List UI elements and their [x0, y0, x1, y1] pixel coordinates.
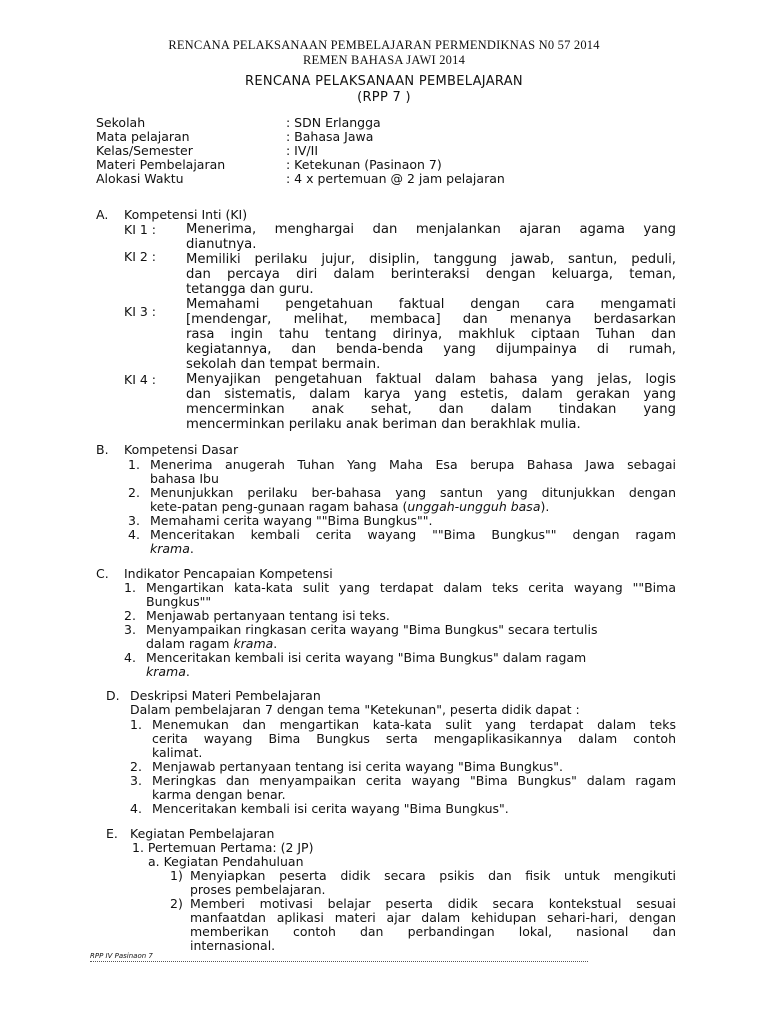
section-letter: A.: [96, 207, 109, 222]
list-text: krama.: [150, 541, 194, 556]
list-text: proses pembelajaran.: [190, 882, 326, 897]
identity-value: : Bahasa Jawa: [286, 129, 374, 144]
list-text: Meringkas dan menyampaikan cerita wayang "Bima Bungkus" dalam ragam: [152, 773, 676, 788]
list-text: memberikan contoh dan perbandingan lokal, nasional dan: [190, 924, 676, 939]
identity-label: Mata pelajaran: [96, 129, 190, 144]
list-number: 1.: [128, 457, 140, 472]
list-text: manfaatdan aplikasi materi ajar dalam kehidupan sehari-hari, dengan: [190, 910, 676, 925]
ki-text: Memiliki perilaku jujur, disiplin, tanggung jawab, santun, peduli,: [186, 252, 676, 267]
section-letter: C.: [96, 566, 109, 581]
list-text: Menceritakan kembali isi cerita wayang "Bima Bungkus".: [152, 801, 509, 816]
section-title: Indikator Pencapaian Kompetensi: [124, 566, 333, 581]
list-text: Menceritakan kembali cerita wayang ""Bima Bungkus"" dengan ragam: [150, 527, 676, 542]
section-letter: D.: [106, 688, 120, 703]
ki-label: KI 1 :: [124, 222, 156, 237]
list-text: Menceritakan kembali isi cerita wayang "Bima Bungkus" dalam ragam: [146, 650, 587, 665]
ki-text: kegiatannya, dan benda-benda yang dijumpainya di rumah,: [186, 342, 676, 357]
list-text: bahasa Ibu: [150, 471, 219, 486]
ki-text: rasa ingin tahu tentang dirinya, makhluk ciptaan Tuhan dan: [186, 327, 676, 342]
ki-label: KI 4 :: [124, 372, 156, 387]
identity-value: : 4 x pertemuan @ 2 jam pelajaran: [286, 171, 505, 186]
list-text: kete-patan peng-gunaan ragam bahasa (unggah-ungguh basa).: [150, 499, 550, 514]
list-text: cerita wayang Bima Bungkus serta mengaplikasikannya dalam contoh: [152, 731, 676, 746]
section-title: Kegiatan Pembelajaran: [130, 826, 275, 841]
list-text: kalimat.: [152, 745, 203, 760]
list-number: 4.: [124, 650, 136, 665]
list-text: Memberi motivasi belajar peserta didik secara kontekstual sesuai: [190, 896, 676, 911]
section-title: Kompetensi Inti (KI): [124, 207, 248, 222]
ki-text: dan percaya diri dalam berinteraksi dengan keluarga, teman,: [186, 267, 676, 282]
identity-label: Alokasi Waktu: [96, 171, 184, 186]
list-text: Menjawab pertanyaan tentang isi teks.: [146, 608, 390, 623]
ki-text: tetangga dan guru.: [186, 282, 314, 297]
list-number: 2): [170, 896, 183, 911]
list-number: 3.: [128, 513, 140, 528]
list-number: 1): [170, 868, 183, 883]
list-number: 2.: [124, 608, 136, 623]
ki-label: KI 2 :: [124, 249, 156, 264]
list-text: krama.: [146, 664, 190, 679]
ki-text: Menerima, menghargai dan menjalankan ajaran agama yang: [186, 222, 676, 237]
ki-text: Menyajikan pengetahuan faktual dalam bahasa yang jelas, logis: [186, 372, 676, 387]
ki-text: Memahami pengetahuan faktual dengan cara mengamati: [186, 297, 676, 312]
list-text: karma dengan benar.: [152, 787, 286, 802]
section-letter: E.: [106, 826, 118, 841]
list-text: Menunjukkan perilaku ber-bahasa yang santun yang ditunjukkan dengan: [150, 485, 676, 500]
list-text: Menjawab pertanyaan tentang isi cerita wayang "Bima Bungkus".: [152, 759, 563, 774]
identity-label: Sekolah: [96, 115, 146, 130]
list-text: Menyampaikan ringkasan cerita wayang "Bima Bungkus" secara tertulis: [146, 622, 598, 637]
identity-value: : IV/II: [286, 143, 319, 158]
list-number: 4.: [128, 527, 140, 542]
list-number: 3.: [130, 773, 142, 788]
list-number: 2.: [130, 759, 142, 774]
section-intro: Dalam pembelajaran 7 dengan tema "Ketekunan", peserta didik dapat :: [130, 702, 580, 717]
ki-text: sekolah dan tempat bermain.: [186, 357, 381, 372]
meeting-heading: 1. Pertemuan Pertama: (2 JP): [132, 840, 314, 855]
identity-label: Materi Pembelajaran: [96, 157, 226, 172]
ki-text: dan sistematis, dalam karya yang estetis, dalam gerakan yang: [186, 387, 676, 402]
page-footer: RPP IV Pasinaon 7: [90, 952, 588, 962]
list-text: Bungkus"": [146, 594, 212, 609]
identity-label: Kelas/Semester: [96, 143, 193, 158]
section-letter: B.: [96, 442, 109, 457]
ki-text: mencerminkan anak sehat, dan dalam tindakan yang: [186, 402, 676, 417]
ki-label: KI 3 :: [124, 304, 156, 319]
identity-value: : SDN Erlangga: [286, 115, 381, 130]
list-text: internasional.: [190, 938, 276, 953]
section-title: Kompetensi Dasar: [124, 442, 239, 457]
list-number: 4.: [130, 801, 142, 816]
list-number: 1.: [130, 717, 142, 732]
list-text: dalam ragam krama.: [146, 636, 278, 651]
list-number: 2.: [128, 485, 140, 500]
list-number: 1.: [124, 580, 136, 595]
list-text: Mengartikan kata-kata sulit yang terdapat dalam teks cerita wayang ""Bima: [146, 580, 676, 595]
section-title: Deskripsi Materi Pembelajaran: [130, 688, 321, 703]
ki-text: mencerminkan perilaku anak beriman dan berakhlak mulia.: [186, 417, 581, 432]
header-line-2: REMEN BAHASA JAWI 2014: [302, 53, 466, 67]
ki-text: [mendengar, melihat, membaca] dan menanya berdasarkan: [186, 312, 676, 327]
list-text: Menemukan dan mengartikan kata-kata sulit yang terdapat dalam teks: [152, 717, 676, 732]
list-number: 3.: [124, 622, 136, 637]
ki-text: dianutnya.: [186, 237, 257, 252]
list-text: Menyiapkan peserta didik secara psikis dan fisik untuk mengikuti: [190, 868, 676, 883]
activity-heading: a. Kegiatan Pendahuluan: [148, 854, 304, 869]
list-text: Menerima anugerah Tuhan Yang Maha Esa berupa Bahasa Jawa sebagai: [150, 457, 676, 472]
list-text: Memahami cerita wayang ""Bima Bungkus"".: [150, 513, 433, 528]
identity-value: : Ketekunan (Pasinaon 7): [286, 157, 442, 172]
document-title: RENCANA PELAKSANAAN PEMBELAJARAN: [245, 74, 523, 89]
document-subtitle: (RPP 7 ): [357, 90, 411, 105]
header-line-1: RENCANA PELAKSANAAN PEMBELAJARAN PERMENDIKNAS N0 57 2014: [168, 38, 600, 52]
